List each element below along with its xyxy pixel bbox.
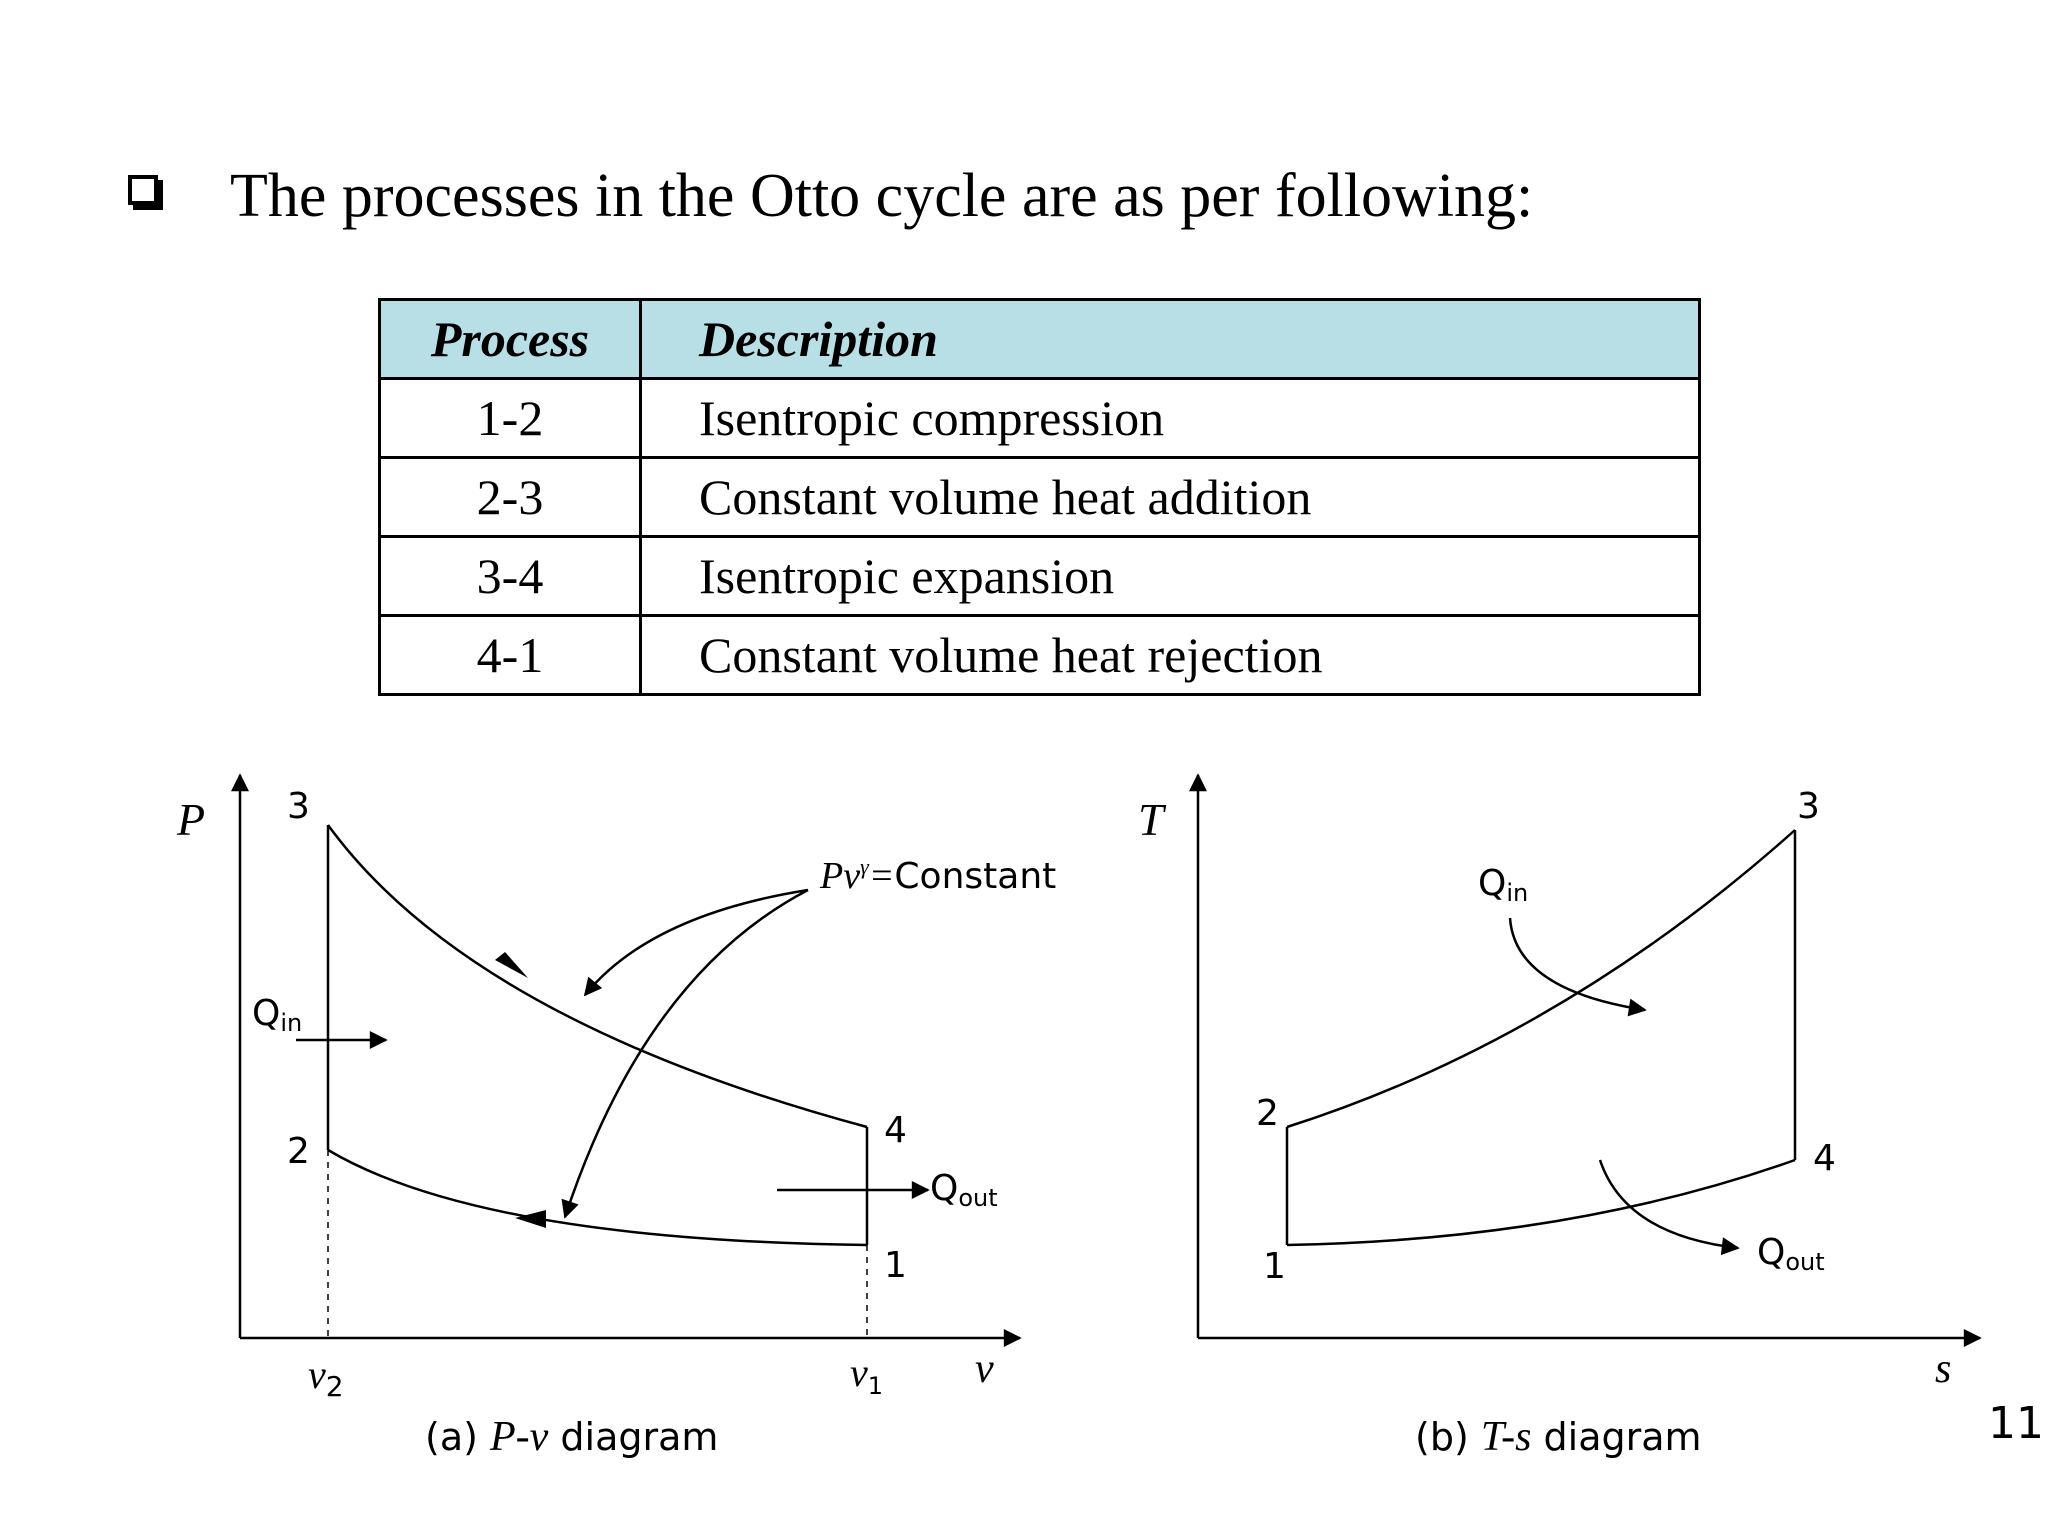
pv-point-1-label: 1 bbox=[884, 1245, 907, 1286]
process-cell: 2-3 bbox=[380, 458, 641, 537]
pv-compression-arrowhead-icon bbox=[515, 1210, 546, 1228]
ts-caption: (b) T-s diagram bbox=[1415, 1414, 1702, 1460]
slide-heading: The processes in the Otto cycle are as per following: bbox=[230, 162, 1534, 230]
ts-heat-rejection-curve-4-1 bbox=[1287, 1160, 1795, 1245]
header-description: Description bbox=[641, 300, 1700, 379]
pv-expansion-arrowhead-icon bbox=[495, 952, 528, 978]
ts-point-2-label: 2 bbox=[1256, 1093, 1279, 1134]
ts-qin-label: Qin bbox=[1478, 863, 1529, 907]
process-cell: 4-1 bbox=[380, 616, 641, 695]
description-cell: Constant volume heat rejection bbox=[641, 616, 1700, 695]
ts-qout-arrow bbox=[1600, 1160, 1738, 1248]
header-process: Process bbox=[380, 300, 641, 379]
pv-gamma-pointer-arrow-a bbox=[585, 890, 808, 995]
ts-diagram bbox=[1198, 775, 1980, 1338]
ts-labels bbox=[1138, 786, 1951, 1460]
pv-qin-label: Qin bbox=[252, 993, 303, 1037]
ts-qout-label: Qout bbox=[1757, 1232, 1825, 1276]
ts-point-4-label: 4 bbox=[1813, 1138, 1836, 1179]
pv-gamma-constant-label: Pvγ=Constant bbox=[820, 854, 1057, 897]
ts-point-3-label: 3 bbox=[1797, 786, 1820, 827]
pv-expansion-curve-3-4 bbox=[328, 825, 867, 1127]
pv-v1-label: v1 bbox=[850, 1350, 884, 1400]
ts-y-axis-label: T bbox=[1138, 794, 1164, 845]
pv-qout-label: Qout bbox=[930, 1168, 998, 1212]
process-cell: 1-2 bbox=[380, 379, 641, 458]
ts-x-axis-label: s bbox=[1935, 1346, 1952, 1392]
ts-heat-addition-curve-2-3 bbox=[1287, 830, 1795, 1127]
pv-x-axis-label: v bbox=[975, 1346, 994, 1392]
pv-y-axis-label: P bbox=[177, 794, 206, 845]
pv-point-2-label: 2 bbox=[287, 1131, 310, 1172]
description-cell: Isentropic compression bbox=[641, 379, 1700, 458]
pv-labels bbox=[176, 786, 1056, 1460]
page-number: 11 bbox=[1988, 1398, 2044, 1449]
pv-point-4-label: 4 bbox=[884, 1110, 907, 1151]
description-cell: Constant volume heat addition bbox=[641, 458, 1700, 537]
pv-point-3-label: 3 bbox=[287, 786, 310, 827]
pv-gamma-pointer-arrow-b bbox=[565, 890, 808, 1217]
pv-caption: (a) P-v diagram bbox=[425, 1414, 719, 1460]
pv-compression-curve-1-2 bbox=[328, 1150, 867, 1245]
pv-v2-label: v2 bbox=[308, 1352, 344, 1403]
description-cell: Isentropic expansion bbox=[641, 537, 1700, 616]
ts-point-1-label: 1 bbox=[1263, 1246, 1286, 1287]
process-cell: 3-4 bbox=[380, 537, 641, 616]
